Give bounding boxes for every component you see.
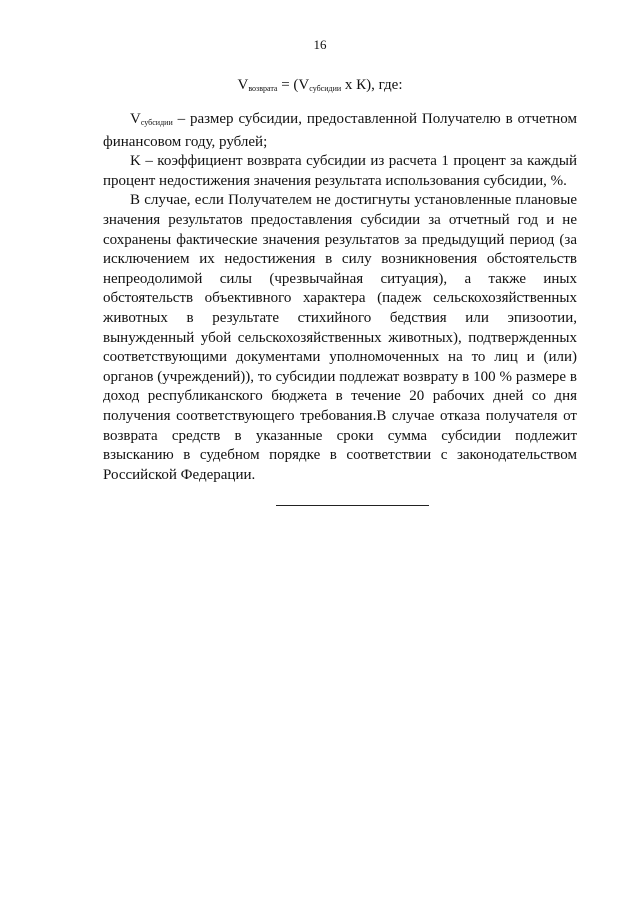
- formula-lhs-subscript: возврата: [248, 84, 278, 93]
- main-paragraph: В случае, если Получателем не достигнуты установленные плановые значения результатов предоставления субсидии за отчетный год и не сохранены фактические значения результатов за предыдущий период (за исключением их недостижения в силу возникновения обстоятельств непреодолимой силы (чрезвычайная ситуация), а также иных обстоятельств объективного характера (падеж сельскохозяйственных животных в результате стихийного бедствия или эпизоотии, вынужденный убой сельскохозяйственных животных), подтвержденных соответствующими документами уполномоченных на то лиц и (или) органов (учреждений)), то субсидии подлежат возврату в 100 % размере в доход республиканского бюджета в течение 20 рабочих дней со дня получения соответствующего требования.В случае отказа получателя от возврата средств в указанные сроки сумма субсидии подлежит взысканию в судебном порядке в соответствии с законодательством Российской Федерации.: [103, 192, 577, 483]
- end-divider: [276, 505, 429, 506]
- formula-rhs-subscript: субсидии: [309, 84, 342, 93]
- definition-var: K: [130, 153, 141, 170]
- definition-text: – коэффициент возврата субсидии из расчета 1 процент за каждый процент недостижения значения результата использования субсидии, %.: [103, 153, 577, 189]
- definition-text: – размер субсидии, предоставленной Получателю в отчетном финансовом году, рублей;: [103, 111, 577, 150]
- definition-subscript: субсидии: [140, 118, 173, 127]
- formula-lhs-var: V: [237, 77, 249, 93]
- formula-tail: х К), где:: [341, 77, 403, 93]
- formula: [0, 77, 640, 94]
- definition-k: [103, 152, 577, 191]
- formula-equals-open: = (V: [277, 77, 310, 93]
- page-number: 16: [313, 37, 327, 52]
- body-text: [103, 110, 577, 485]
- definition-var: V: [130, 111, 141, 127]
- definition-v-subsidy: [103, 110, 577, 152]
